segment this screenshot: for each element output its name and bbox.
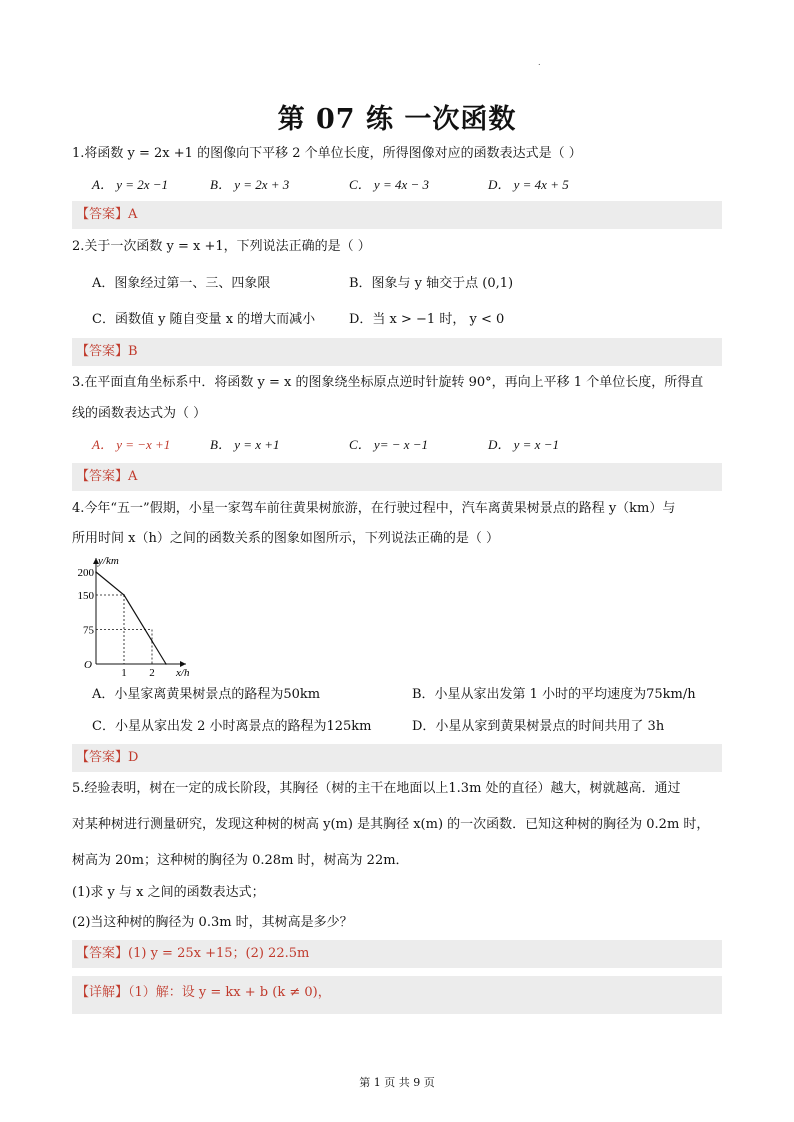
- q1-option-b: B． y = 2x + 3: [210, 177, 290, 192]
- q3-answer-box: [72, 463, 722, 491]
- q5-sub2: (2)当这种树的胸径为 0.3m 时，其树高是多少？: [72, 915, 353, 930]
- q5-detail-tag: 【详解】: [76, 985, 129, 1000]
- q5-stem-line2: 对某种树进行测量研究，发现这种树的树高 y(m) 是其胸径 x(m) 的一次函数．已知这种树的胸径为 0.2m 时，: [72, 817, 710, 832]
- q4-answer: D: [128, 750, 139, 765]
- q4-answer-tag: 【答案】: [76, 750, 129, 765]
- y-axis-label: y/km: [98, 555, 119, 567]
- corner-dot: .: [538, 58, 541, 67]
- q4-stem-line1: 4.今年“五一”假期，小星一家驾车前往黄果树旅游，在行驶过程中，汽车离黄果树景点的路程 y（km）与: [72, 501, 676, 516]
- series-point-1: [123, 594, 125, 596]
- q5-detail-box: [72, 976, 722, 1014]
- series-point-2: [151, 640, 153, 642]
- q2-option-b: B．图象与 y 轴交于点 (0,1): [349, 276, 514, 291]
- q2-option-c: C．函数值 y 随自变量 x 的增大而减小: [92, 312, 316, 327]
- q1-option-a: A． y = 2x −1: [92, 177, 169, 192]
- q3-option-a: A． y = −x +1: [92, 437, 171, 452]
- q4-option-b: B．小星从家出发第 1 小时的平均速度为75km/h: [412, 687, 696, 702]
- q3-option-d: D． y = x −1: [488, 437, 559, 452]
- series-point-0: [95, 571, 97, 573]
- y-tick-label-75: 75: [83, 624, 94, 637]
- q3-stem-line1: 3.在平面直角坐标系中．将函数 y = x 的图象绕坐标原点逆时针旋转 90°，再向上平移 1 个单位长度，所得直: [72, 375, 704, 390]
- q2-answer-tag: 【答案】: [76, 344, 129, 359]
- q3-option-b: B． y = x +1: [210, 437, 280, 452]
- q1-option-d: D． y = 4x + 5: [488, 177, 569, 192]
- x-axis-label: x/h: [176, 667, 190, 679]
- q5-answer: (1) y = 25x +15；(2) 22.5m: [128, 946, 310, 961]
- q1-answer-box: [72, 201, 722, 229]
- q2-answer-box: [72, 338, 722, 366]
- q5-detail: （1）解：设 y = kx + b (k ≠ 0)，: [128, 985, 331, 1000]
- q4-stem-line2: 所用时间 x（h）之间的函数关系的图象如图所示，下列说法正确的是（ ）: [72, 531, 499, 546]
- q3-answer-tag: 【答案】: [76, 469, 129, 484]
- q4-answer-box: [72, 744, 722, 772]
- q4-option-d: D．小星从家到黄果树景点的时间共用了 3h: [412, 719, 665, 734]
- x-tick-label-2: 2: [149, 667, 155, 679]
- origin-label: O: [84, 659, 92, 671]
- q3-answer: A: [128, 469, 138, 484]
- q2-option-d: D．当 x > −1 时， y < 0: [349, 312, 505, 327]
- q2-stem: 2.关于一次函数 y = x +1，下列说法正确的是（ ）: [72, 239, 371, 254]
- y-tick-label-150: 150: [77, 590, 94, 602]
- q3-stem-line2: 线的函数表达式为（ ）: [72, 406, 207, 421]
- q5-sub1: (1)求 y 与 x 之间的函数表达式；: [72, 885, 265, 900]
- q1-stem: 1.将函数 y = 2x +1 的图像向下平移 2 个单位长度，所得图像对应的函数表达式是（ ）: [72, 146, 582, 161]
- series-point-3: [165, 663, 167, 665]
- q5-answer-tag: 【答案】: [76, 946, 129, 961]
- x-tick-label-1: 1: [121, 667, 127, 679]
- q5-answer-box: [72, 940, 722, 968]
- q4-option-a: A．小星家离黄果树景点的路程为50km: [92, 687, 321, 702]
- q1-answer-tag: 【答案】: [76, 207, 129, 222]
- y-tick-label-200: 200: [77, 567, 94, 579]
- q1-answer: A: [128, 207, 138, 222]
- q2-option-a: A．图象经过第一、三、四象限: [92, 276, 271, 291]
- distance-time-chart: [72, 552, 192, 682]
- q1-option-c: C． y = 4x − 3: [349, 177, 430, 192]
- series-line: [96, 572, 166, 664]
- q2-answer: B: [128, 344, 138, 359]
- q4-option-c: C．小星从家出发 2 小时离景点的路程为125km: [92, 719, 372, 734]
- q3-option-c: C． y= − x −1: [349, 437, 429, 452]
- page-title: 第 07 练 一次函数: [277, 104, 517, 135]
- q5-stem-line3: 树高为 20m；这种树的胸径为 0.28m 时，树高为 22m．: [72, 853, 409, 868]
- q5-stem-line1: 5.经验表明，树在一定的成长阶段，其胸径（树的主干在地面以上1.3m 处的直径）越大，树就越高．通过: [72, 781, 681, 796]
- page-footer: 第 1 页 共 9 页: [359, 1076, 435, 1089]
